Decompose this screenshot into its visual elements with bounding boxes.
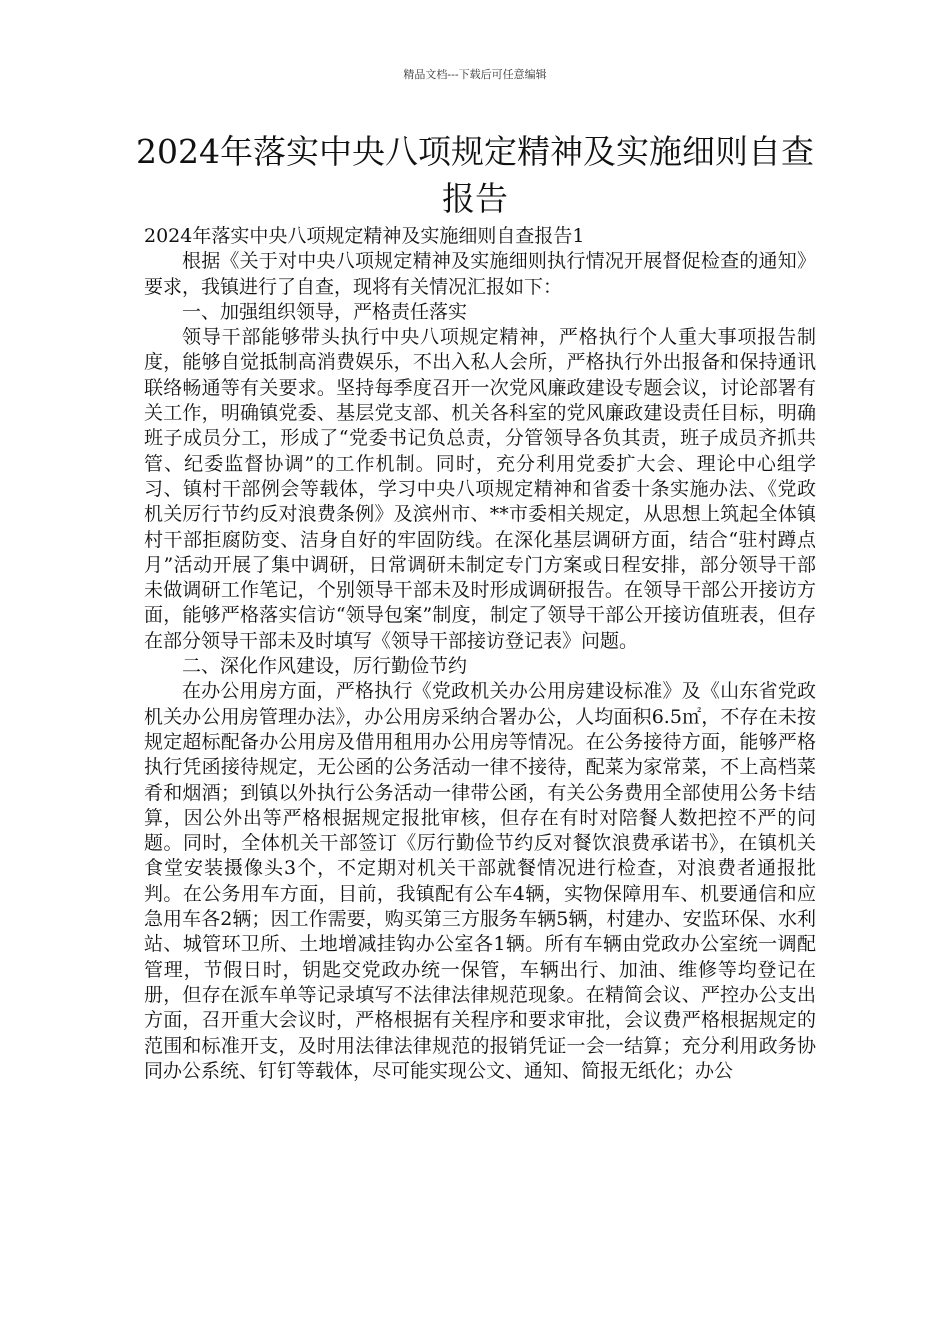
section-1-paragraph: 领导干部能够带头执行中央八项规定精神，严格执行个人重大事项报告制度，能够自觉抵制高消费娱乐，不出入私人会所，严格执行外出报备和保持通讯联络畅通等有关要求。坚持每季度召开一次党风廉政建设专题会议，讨论部署有关工作，明确镇党委、基层党支部、机关各科室的党风廉政建设责任目标，明确班子成员分工，形成了“党委书记负总责，分管领导各负其责，班子成员齐抓共管、纪委监督协调”的工作机制。同时，充分利用党委扩大会、理论中心组学习、镇村干部例会等载体，学习中央八项规定精神和省委十条实施办法、《党政机关厉行节约反对浪费条例》及滨州市、**市委相关规定，从思想上筑起全体镇村干部拒腐防变、洁身自好的牢固防线。在深化基层调研方面，结合“驻村蹲点月”活动开展了集中调研，日常调研未制定专门方案或日程安排，部分领导干部未做调研工作笔记，个别领导干部未及时形成调研报告。在领导干部公开接访方面，能够严格落实信访“领导包案”制度，制定了领导干部公开接访值班表，但存在部分领导干部未及时填写《领导干部接访登记表》问题。 bbox=[144, 326, 816, 652]
section-heading-1: 一、加强组织领导，严格责任落实 bbox=[182, 300, 468, 323]
document-subtitle: 2024年落实中央八项规定精神及实施细则自查报告1 bbox=[144, 225, 585, 247]
section-heading-2: 二、深化作风建设，厉行勤俭节约 bbox=[182, 655, 468, 678]
section-2-paragraph: 在办公用房方面，严格执行《党政机关办公用房建设标准》及《山东省党政机关办公用房管理办法》，办公用房采纳合署办公，人均面积6.5㎡，不存在未按规定超标配备办公用房及借用租用办公用房等情况。在公务接待方面，能够严格执行凭函接待规定，无公函的公务活动一律不接待，配菜为家常菜，不上高档菜肴和烟酒；到镇以外执行公务活动一律带公函，有关公务费用全部使用公务卡结算，因公外出等严格根据规定报批审核，但存在有时对陪餐人数把控不严的问题。同时，全体机关干部签订《厉行勤俭节约反对餐饮浪费承诺书》，在镇机关食堂安装摄像头3个，不定期对机关干部就餐情况进行检查，对浪费者通报批判。在公务用车方面，目前，我镇配有公车4辆，实物保障用车、机要通信和应急用车各2辆；因工作需要，购买第三方服务车辆5辆，村建办、安监环保、水利站、城管环卫所、土地增减挂钩办公室各1辆。所有车辆由党政办公室统一调配管理，节假日时，钥匙交党政办统一保管，车辆出行、加油、维修等均登记在册，但存在派车单等记录填写不法律法律规范现象。在精简会议、严控办公支出方面，召开重大会议时，严格根据有关程序和要求审批，会议费严格根据规定的范围和标准开支，及时用法律法律规范的报销凭证一会一结算；充分利用政务协同办公系统、钉钉等载体，尽可能实现公文、通知、简报无纸化；办公 bbox=[144, 680, 816, 1082]
page-header-note: 精品文档---下载后可任意编辑 bbox=[403, 68, 547, 81]
intro-paragraph: 根据《关于对中央八项规定精神及实施细则执行情况开展督促检查的通知》要求，我镇进行了自查，现将有关情况汇报如下： bbox=[144, 250, 816, 298]
document-body bbox=[144, 224, 816, 1084]
document-title: 2024年落实中央八项规定精神及实施细则自查报告 bbox=[136, 132, 814, 218]
